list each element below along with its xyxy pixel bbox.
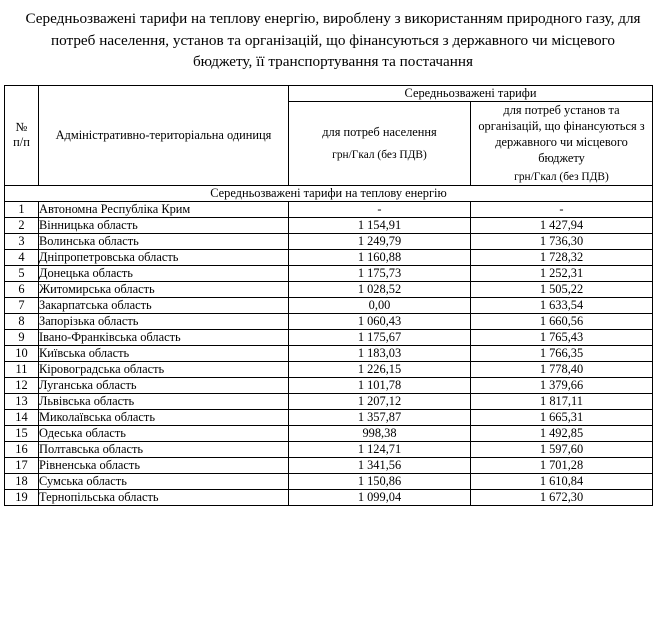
page-title: Середньозважені тарифи на теплову енергію, вироблену з використанням природного газу, для потреб населення, установ та організацій, що фінансуються з державного чи місцевого бюджету, її транспортування та постачання <box>25 10 641 71</box>
row-region: Донецька область <box>39 266 289 282</box>
table-row <box>5 330 653 346</box>
row-number: 17 <box>5 458 39 474</box>
row-number: 2 <box>5 218 39 234</box>
row-population-tariff: 1 249,79 <box>289 234 471 250</box>
row-region: Миколаївська область <box>39 410 289 426</box>
row-number: 14 <box>5 410 39 426</box>
header-row-1 <box>5 85 653 101</box>
row-number: 1 <box>5 202 39 218</box>
row-region: Волинська область <box>39 234 289 250</box>
row-region: Рівненська область <box>39 458 289 474</box>
table-row <box>5 346 653 362</box>
table-row <box>5 298 653 314</box>
table-row <box>5 250 653 266</box>
column-header-budget <box>471 101 653 185</box>
row-budget-tariff: 1 765,43 <box>471 330 653 346</box>
column-header-number <box>5 85 39 185</box>
row-budget-tariff: - <box>471 202 653 218</box>
table-row <box>5 474 653 490</box>
column-header-budget-units: грн/Гкал (без ПДВ) <box>514 171 609 184</box>
table-row <box>5 458 653 474</box>
section-title-row <box>5 186 653 202</box>
row-population-tariff: 0,00 <box>289 298 471 314</box>
row-budget-tariff: 1 817,11 <box>471 394 653 410</box>
table-row <box>5 202 653 218</box>
row-population-tariff: 1 175,73 <box>289 266 471 282</box>
row-population-tariff: 1 028,52 <box>289 282 471 298</box>
row-region: Львівська область <box>39 394 289 410</box>
row-region: Дніпропетровська область <box>39 250 289 266</box>
table-row <box>5 218 653 234</box>
row-budget-tariff: 1 610,84 <box>471 474 653 490</box>
row-number: 19 <box>5 490 39 506</box>
table-row <box>5 378 653 394</box>
section-title: Середньозважені тарифи на теплову енергію <box>5 186 653 202</box>
row-number: 5 <box>5 266 39 282</box>
row-number: 11 <box>5 362 39 378</box>
row-budget-tariff: 1 728,32 <box>471 250 653 266</box>
row-number: 8 <box>5 314 39 330</box>
row-population-tariff: 1 207,12 <box>289 394 471 410</box>
row-region: Закарпатська область <box>39 298 289 314</box>
table-row <box>5 490 653 506</box>
table-row <box>5 234 653 250</box>
table-row <box>5 282 653 298</box>
row-budget-tariff: 1 427,94 <box>471 218 653 234</box>
row-number: 13 <box>5 394 39 410</box>
row-population-tariff: 1 357,87 <box>289 410 471 426</box>
row-region: Сумська область <box>39 474 289 490</box>
row-population-tariff: - <box>289 202 471 218</box>
row-number: 6 <box>5 282 39 298</box>
table-row <box>5 442 653 458</box>
table-row <box>5 394 653 410</box>
table-row <box>5 314 653 330</box>
table-body <box>5 186 653 506</box>
row-population-tariff: 1 183,03 <box>289 346 471 362</box>
row-budget-tariff: 1 633,54 <box>471 298 653 314</box>
row-number: 9 <box>5 330 39 346</box>
column-header-group: Середньозважені тарифи <box>289 85 653 101</box>
row-number: 3 <box>5 234 39 250</box>
row-region: Київська область <box>39 346 289 362</box>
row-budget-tariff: 1 252,31 <box>471 266 653 282</box>
row-number: 10 <box>5 346 39 362</box>
column-header-number-line2: п/п <box>13 135 30 150</box>
row-region: Запорізька область <box>39 314 289 330</box>
row-budget-tariff: 1 778,40 <box>471 362 653 378</box>
column-header-number-line1: № <box>15 119 28 134</box>
row-number: 15 <box>5 426 39 442</box>
table-row <box>5 410 653 426</box>
row-population-tariff: 1 154,91 <box>289 218 471 234</box>
row-region: Луганська область <box>39 378 289 394</box>
table-row <box>5 426 653 442</box>
column-header-unit: Адміністративно-територіальна одиниця <box>39 85 289 185</box>
row-region: Вінницька область <box>39 218 289 234</box>
row-population-tariff: 1 124,71 <box>289 442 471 458</box>
row-region: Автономна Республіка Крим <box>39 202 289 218</box>
row-budget-tariff: 1 505,22 <box>471 282 653 298</box>
row-budget-tariff: 1 379,66 <box>471 378 653 394</box>
row-budget-tariff: 1 766,35 <box>471 346 653 362</box>
tariff-table <box>4 85 653 506</box>
row-budget-tariff: 1 665,31 <box>471 410 653 426</box>
row-budget-tariff: 1 660,56 <box>471 314 653 330</box>
row-population-tariff: 1 150,86 <box>289 474 471 490</box>
row-budget-tariff: 1 736,30 <box>471 234 653 250</box>
row-number: 4 <box>5 250 39 266</box>
row-population-tariff: 1 099,04 <box>289 490 471 506</box>
table-header <box>5 85 653 185</box>
row-budget-tariff: 1 701,28 <box>471 458 653 474</box>
row-population-tariff: 1 160,88 <box>289 250 471 266</box>
row-population-tariff: 998,38 <box>289 426 471 442</box>
row-region: Полтавська область <box>39 442 289 458</box>
row-region: Кіровоградська область <box>39 362 289 378</box>
row-number: 18 <box>5 474 39 490</box>
row-region: Тернопільська область <box>39 490 289 506</box>
row-budget-tariff: 1 672,30 <box>471 490 653 506</box>
column-header-budget-text: для потреб установ та організацій, що фінансуються з державного чи місцевого бюджету <box>478 102 645 166</box>
table-row <box>5 266 653 282</box>
row-budget-tariff: 1 597,60 <box>471 442 653 458</box>
row-region: Івано-Франківська область <box>39 330 289 346</box>
row-population-tariff: 1 175,67 <box>289 330 471 346</box>
row-population-tariff: 1 341,56 <box>289 458 471 474</box>
column-header-population <box>289 101 471 185</box>
row-region: Одеська область <box>39 426 289 442</box>
row-population-tariff: 1 101,78 <box>289 378 471 394</box>
row-number: 16 <box>5 442 39 458</box>
row-number: 12 <box>5 378 39 394</box>
row-population-tariff: 1 060,43 <box>289 314 471 330</box>
column-header-population-units: грн/Гкал (без ПДВ) <box>332 148 427 161</box>
row-number: 7 <box>5 298 39 314</box>
row-budget-tariff: 1 492,85 <box>471 426 653 442</box>
column-header-population-text: для потреб населення <box>322 125 437 140</box>
row-population-tariff: 1 226,15 <box>289 362 471 378</box>
table-row <box>5 362 653 378</box>
row-region: Житомирська область <box>39 282 289 298</box>
